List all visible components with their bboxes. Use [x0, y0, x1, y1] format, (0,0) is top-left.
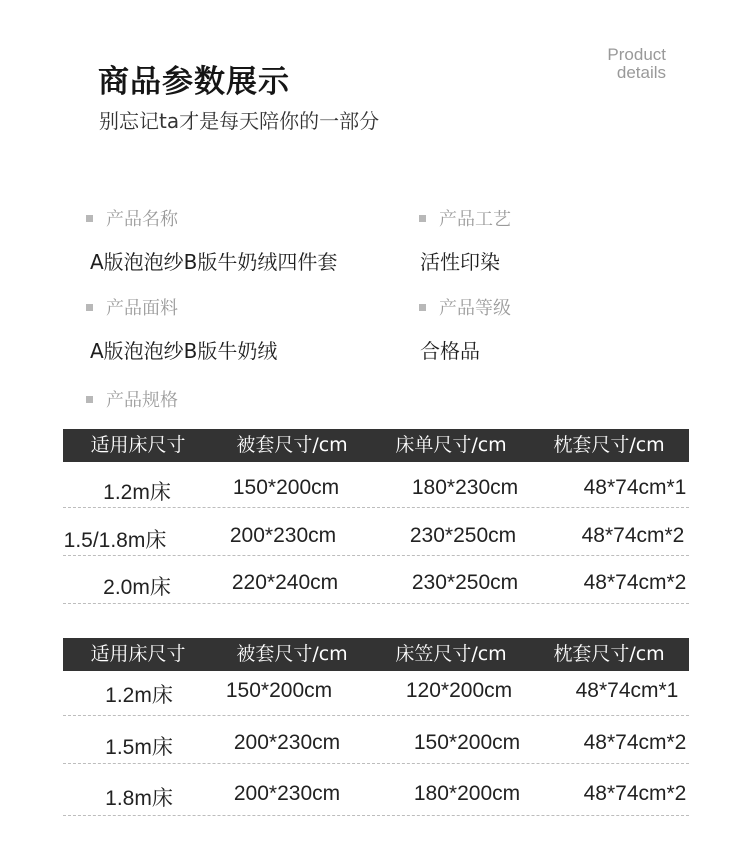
page-subtitle: 别忘记ta才是每天陪你的一部分 — [99, 109, 380, 133]
cell-pillowcase-size: 48*74cm*2 — [583, 782, 687, 805]
param-grade-label — [419, 294, 511, 320]
cell-sheet-size: 230*250cm — [411, 571, 519, 594]
header-duvet-size: 被套尺寸/cm — [236, 643, 348, 665]
param-name-label — [86, 205, 178, 231]
param-craft-label-text: 产品工艺 — [439, 209, 511, 230]
param-spec-label — [86, 386, 178, 412]
param-name-value: A版泡泡纱B版牛奶绒四件套 — [90, 250, 338, 274]
header-sheet-size: 床单尺寸/cm — [395, 434, 507, 456]
bullet-icon — [86, 304, 93, 311]
cell-duvet-size: 200*230cm — [233, 731, 341, 754]
row-divider — [63, 715, 689, 716]
cell-pillowcase-size: 48*74cm*2 — [583, 571, 687, 594]
cell-fitted-sheet-size: 120*200cm — [405, 679, 513, 702]
param-craft-label — [419, 205, 511, 231]
header-fitted-sheet-size: 床笠尺寸/cm — [395, 643, 507, 665]
size-table-2-header — [63, 638, 689, 671]
cell-bed-size: 1.8m床 — [105, 787, 173, 810]
param-fabric-label-text: 产品面料 — [106, 298, 178, 319]
cell-fitted-sheet-size: 180*200cm — [413, 782, 521, 805]
cell-bed-size: 1.5/1.8m床 — [63, 529, 167, 552]
size-table-1-header — [63, 429, 689, 462]
row-divider — [63, 815, 689, 816]
brand-en-line1: Product — [607, 45, 666, 64]
cell-duvet-size: 150*200cm — [225, 679, 333, 702]
cell-pillowcase-size: 48*74cm*1 — [575, 679, 679, 702]
bullet-icon — [86, 215, 93, 222]
param-fabric-label — [86, 294, 178, 320]
cell-bed-size: 1.5m床 — [105, 736, 173, 759]
header-pillowcase-size: 枕套尺寸/cm — [553, 643, 665, 665]
param-spec-label-text: 产品规格 — [106, 390, 178, 411]
param-craft-value: 活性印染 — [420, 250, 500, 274]
bullet-icon — [419, 215, 426, 222]
param-grade-value: 合格品 — [420, 339, 480, 363]
header-pillowcase-size: 枕套尺寸/cm — [553, 434, 665, 456]
product-details-logo — [607, 46, 666, 82]
header-bed-size: 适用床尺寸 — [90, 643, 186, 665]
header-duvet-size: 被套尺寸/cm — [236, 434, 348, 456]
param-name-label-text: 产品名称 — [106, 209, 178, 230]
cell-bed-size: 1.2m床 — [103, 481, 171, 504]
cell-duvet-size: 150*200cm — [232, 476, 340, 499]
bullet-icon — [419, 304, 426, 311]
cell-bed-size: 2.0m床 — [103, 576, 171, 599]
cell-sheet-size: 180*230cm — [411, 476, 519, 499]
cell-pillowcase-size: 48*74cm*2 — [581, 524, 685, 547]
cell-duvet-size: 220*240cm — [231, 571, 339, 594]
row-divider — [63, 507, 689, 508]
row-divider — [63, 763, 689, 764]
param-fabric-value: A版泡泡纱B版牛奶绒 — [90, 339, 278, 363]
row-divider — [63, 555, 689, 556]
cell-sheet-size: 230*250cm — [409, 524, 517, 547]
header-bed-size: 适用床尺寸 — [90, 434, 186, 456]
param-grade-label-text: 产品等级 — [439, 298, 511, 319]
cell-pillowcase-size: 48*74cm*1 — [583, 476, 687, 499]
page-title: 商品参数展示 — [98, 64, 290, 100]
brand-en-line2: details — [616, 63, 666, 82]
bullet-icon — [86, 396, 93, 403]
row-divider — [63, 603, 689, 604]
cell-duvet-size: 200*230cm — [233, 782, 341, 805]
cell-pillowcase-size: 48*74cm*2 — [583, 731, 687, 754]
cell-duvet-size: 200*230cm — [229, 524, 337, 547]
cell-fitted-sheet-size: 150*200cm — [413, 731, 521, 754]
cell-bed-size: 1.2m床 — [105, 684, 173, 707]
